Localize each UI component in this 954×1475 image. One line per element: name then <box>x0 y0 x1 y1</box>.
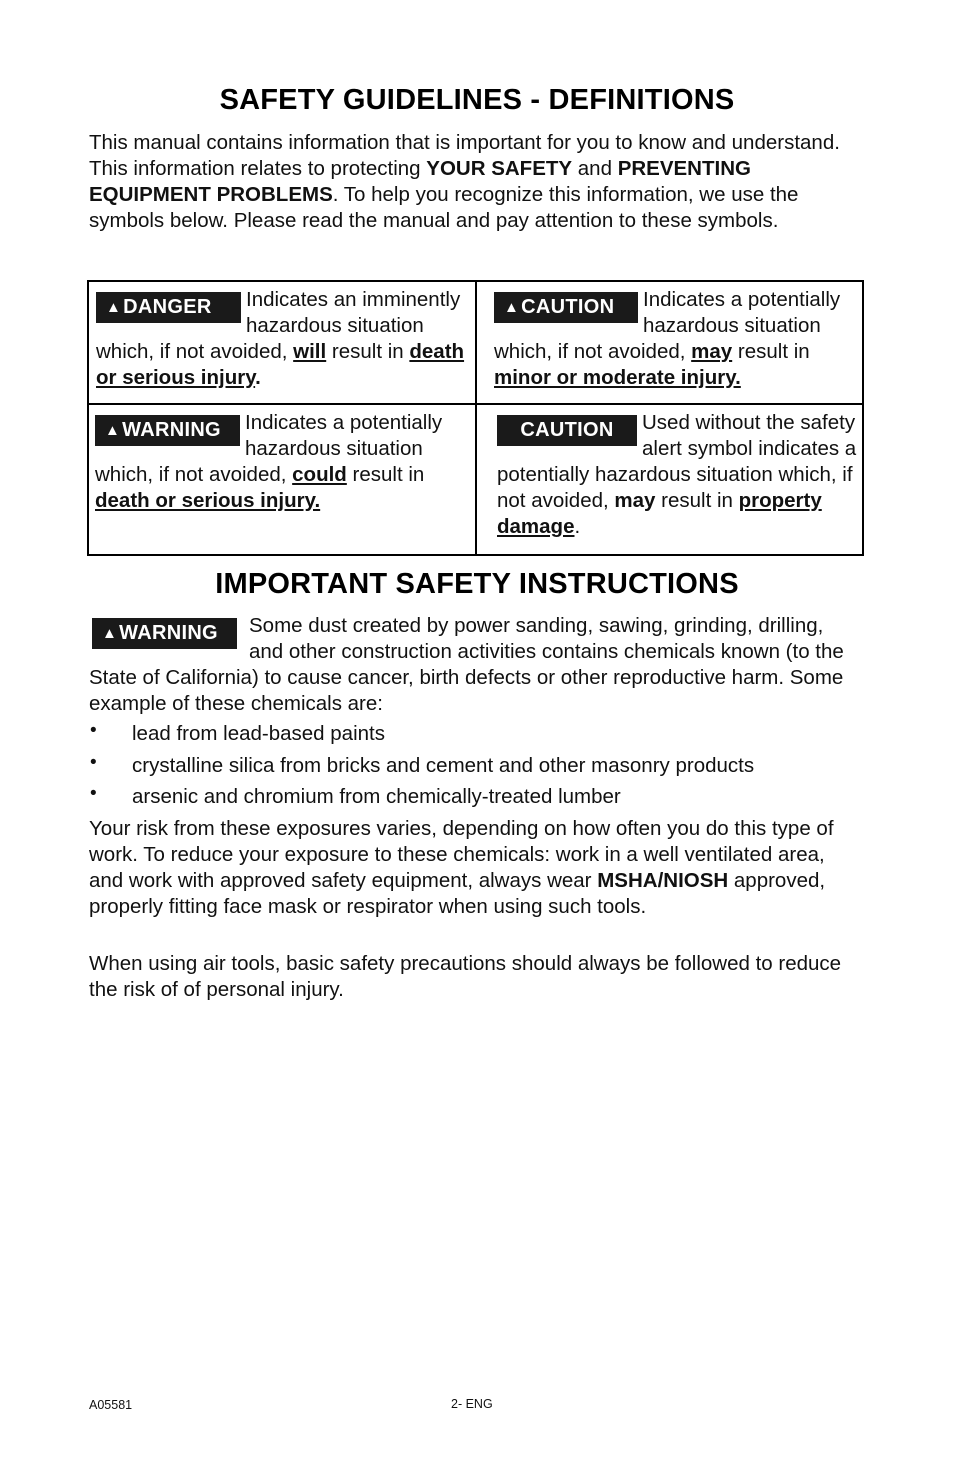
risk-text: Your risk from these exposures varies, depending on how often you do this type of work. To reduce your exposure to these chemicals: work in a well ventilated area, and work with approved safety equipment, always wear <box>89 817 834 892</box>
signal-word: WARNING <box>119 622 218 644</box>
signal-word: WARNING <box>122 419 221 441</box>
bullet-icon: • <box>90 720 97 741</box>
emphasis-text: will <box>293 340 327 363</box>
document-number: A05581 <box>89 1398 133 1412</box>
caution-plain-signal-label: CAUTION <box>497 415 637 446</box>
list-item-text: lead from lead-based paints <box>132 722 385 745</box>
prop65-warning <box>89 613 849 717</box>
table-divider-vertical <box>475 282 477 554</box>
definition-text: . <box>574 515 581 538</box>
page-number: 2- ENG <box>451 1397 493 1411</box>
signal-word: DANGER <box>123 296 212 318</box>
list-item-text: arsenic and chromium from chemically-treated lumber <box>132 785 621 808</box>
definition-text: result in <box>326 340 410 363</box>
emphasis-text: may <box>614 489 656 512</box>
table-divider-horizontal <box>89 403 862 405</box>
intro-text: . To help you recognize this information, we use the symbols below. Please read the manual and pay attention to these symbols. <box>89 183 799 232</box>
section-title: IMPORTANT SAFETY INSTRUCTIONS <box>215 568 739 600</box>
signal-word-table <box>87 280 864 556</box>
signal-word: CAUTION <box>521 296 615 318</box>
intro-bold-your-safety: YOUR SAFETY <box>426 157 573 180</box>
definition-text: result in <box>346 463 425 486</box>
intro-text: and <box>572 157 618 180</box>
warning-signal-label <box>92 618 237 649</box>
warning-signal-label <box>95 415 240 446</box>
bullet-icon: • <box>90 783 97 804</box>
emphasis-text: could <box>292 463 347 486</box>
intro-paragraph <box>89 130 849 234</box>
definition-text: Indicates an imminently hazardous situation which, if not avoided, <box>96 288 461 363</box>
alert-triangle-icon: ▲ <box>105 422 121 439</box>
caution-alert-definition <box>494 287 856 391</box>
definition-text: Used without the safety alert symbol indicates a potentially hazardous situation which, if not avoided, <box>497 411 857 512</box>
definition-text: result in <box>732 340 810 363</box>
danger-signal-label <box>96 292 241 323</box>
emphasis-text: death or serious injury <box>96 340 465 389</box>
risk-paragraph <box>89 816 849 920</box>
list-item <box>89 721 849 753</box>
alert-triangle-icon: ▲ <box>504 299 520 316</box>
definition-text: result in <box>655 489 739 512</box>
page-title: SAFETY GUIDELINES - DEFINITIONS <box>219 84 735 116</box>
emphasis-text: property damage <box>497 489 822 538</box>
list-item-text: crystalline silica from bricks and cement and other masonry products <box>132 753 755 777</box>
air-tools-paragraph: When using air tools, basic safety precautions should always be followed to reduce the risk of of personal injury. <box>89 952 842 1001</box>
danger-definition <box>96 287 468 391</box>
emphasis-text: minor or moderate injury. <box>494 366 741 389</box>
definition-text: Indicates a potentially hazardous situation which, if not avoided, <box>494 288 841 363</box>
risk-bold-text: MSHA/NIOSH <box>597 869 729 892</box>
risk-text: approved, properly fitting face mask or respirator when using such tools. <box>89 869 826 918</box>
list-item <box>89 753 849 785</box>
caution-signal-label <box>494 292 638 323</box>
warning-definition <box>95 410 467 514</box>
emphasis-text: death or serious injury. <box>95 489 321 512</box>
alert-triangle-icon: ▲ <box>102 625 118 642</box>
alert-triangle-icon: ▲ <box>106 299 122 316</box>
caution-plain-definition <box>497 410 859 540</box>
intro-text: This manual contains information that is important for you to know and understand. This information relates to protecting <box>89 131 840 180</box>
definition-text: . <box>255 366 261 389</box>
definition-text: Indicates a potentially hazardous situation which, if not avoided, <box>95 411 443 486</box>
emphasis-text: may <box>691 340 733 363</box>
chemical-list <box>89 721 849 816</box>
warning-text: Some dust created by power sanding, sawing, grinding, drilling, and other construction activities contains chemicals known (to the State of California) to cause cancer, birth defects or other reproductive harm. Some example of these chemicals are: <box>89 614 844 715</box>
intro-bold-equipment-problems: PREVENTING EQUIPMENT PROBLEMS <box>89 157 751 206</box>
list-item <box>89 784 849 816</box>
bullet-icon: • <box>90 751 97 773</box>
